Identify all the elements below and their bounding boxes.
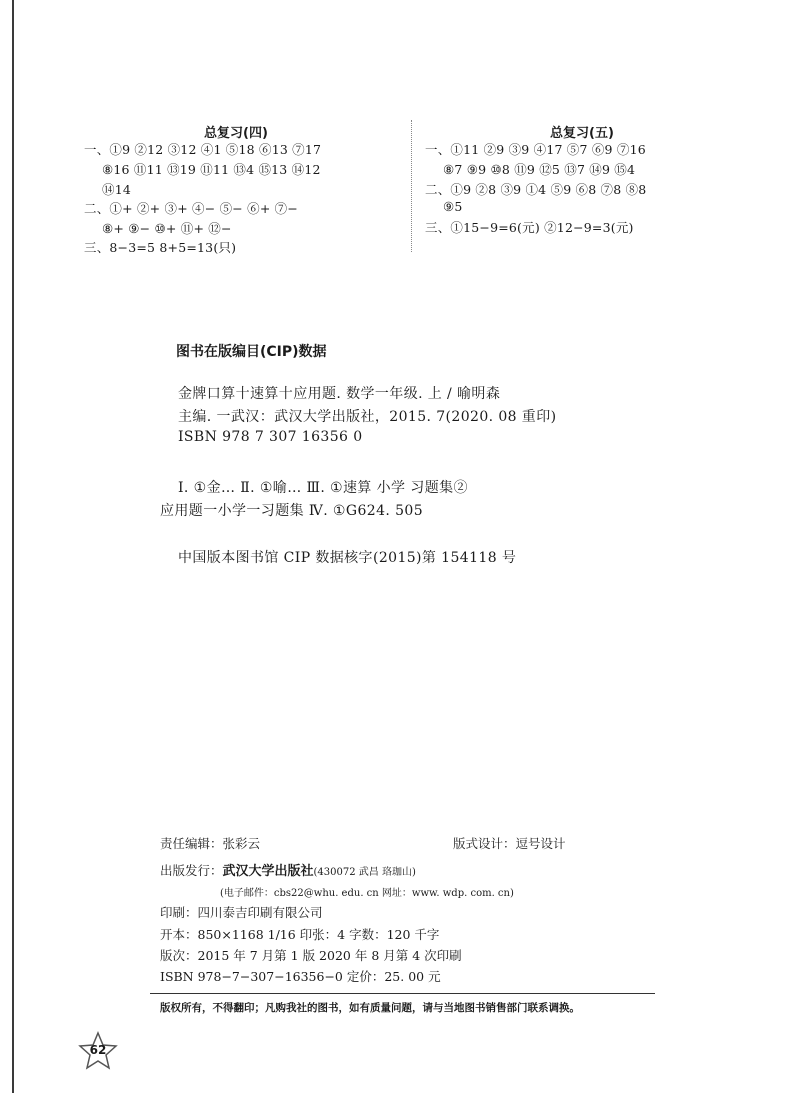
cip-line: 主编. 一武汉：武汉大学出版社，2015. 7(2020. 08 重印) bbox=[178, 409, 557, 425]
review-4-line: 二、①+ ②+ ③+ ④− ⑤− ⑥+ ⑦− bbox=[84, 201, 299, 216]
format-info: 开本：850×1168 1/16 印张：4 字数：120 千字 bbox=[160, 927, 440, 942]
cip-heading: 图书在版编目(CIP)数据 bbox=[176, 344, 327, 360]
cip-classification: Ⅰ. ①金… Ⅱ. ①喻… Ⅲ. ①速算 小学 习题集② bbox=[178, 480, 468, 496]
review-5-line: 一、①11 ②9 ③9 ④17 ⑤7 ⑥9 ⑦16 bbox=[425, 142, 646, 157]
footer-rule bbox=[150, 993, 655, 994]
cip-isbn: ISBN 978 7 307 16356 0 bbox=[178, 429, 363, 445]
publisher-contact: (电子邮件：cbs22@whu. edu. cn 网址：www. wdp. com. cn) bbox=[220, 888, 514, 899]
cip-record-number: 中国版本图书馆 CIP 数据核字(2015)第 154118 号 bbox=[178, 550, 517, 566]
review-5-line: 二、①9 ②8 ③9 ①4 ⑤9 ⑥8 ⑦8 ⑧8 bbox=[425, 182, 647, 197]
cip-line: 金牌口算十速算十应用题. 数学一年级. 上 / 喻明森 bbox=[178, 386, 501, 402]
review-4-line: ⑧16 ⑪11 ⑬19 ⑪11 ⑬4 ⑮13 ⑭12 bbox=[102, 162, 321, 177]
responsible-editor: 责任编辑：张彩云 bbox=[160, 836, 261, 851]
review-5-line: 三、①15−9=6(元) ②12−9=3(元) bbox=[425, 220, 634, 235]
publisher-label: 出版发行： bbox=[160, 863, 223, 878]
publisher-name: 武汉大学出版社 bbox=[222, 864, 314, 879]
edition-info: 版次：2015 年 7 月第 1 版 2020 年 8 月第 4 次印刷 bbox=[160, 948, 462, 963]
cip-classification: 应用题一小学一习题集 Ⅳ. ①G624. 505 bbox=[160, 503, 424, 519]
isbn-price: ISBN 978−7−307−16356−0 定价：25. 00 元 bbox=[160, 969, 441, 984]
page-number-badge bbox=[78, 1031, 118, 1071]
column-divider bbox=[411, 120, 412, 252]
review-4-line: 一、①9 ②12 ③12 ④1 ⑤18 ⑥13 ⑦17 bbox=[84, 142, 322, 157]
binding-margin-line bbox=[12, 0, 14, 1093]
review-5-line: ⑧7 ⑨9 ⑩8 ⑪9 ⑫5 ⑬7 ⑭9 ⑮4 bbox=[443, 162, 636, 177]
review-5-line: ⑨5 bbox=[443, 199, 463, 214]
publisher-address: (430072 武昌 珞珈山) bbox=[313, 867, 416, 878]
publisher-line bbox=[160, 860, 416, 879]
layout-designer: 版式设计：逗号设计 bbox=[453, 836, 566, 851]
review-4-line: ⑭14 bbox=[102, 182, 132, 197]
printer: 印刷：四川泰吉印刷有限公司 bbox=[160, 905, 323, 920]
review-4-title: 总复习(四) bbox=[204, 126, 268, 141]
review-4-line: ⑧+ ⑨− ⑩+ ⑪+ ⑫− bbox=[102, 221, 232, 236]
page-number: 62 bbox=[89, 1043, 107, 1057]
review-5-title: 总复习(五) bbox=[550, 126, 614, 141]
copyright-notice: 版权所有，不得翻印；凡购我社的图书，如有质量问题，请与当地图书销售部门联系调换。 bbox=[160, 1002, 580, 1014]
review-4-line: 三、8−3=5 8+5=13(只) bbox=[84, 240, 237, 255]
